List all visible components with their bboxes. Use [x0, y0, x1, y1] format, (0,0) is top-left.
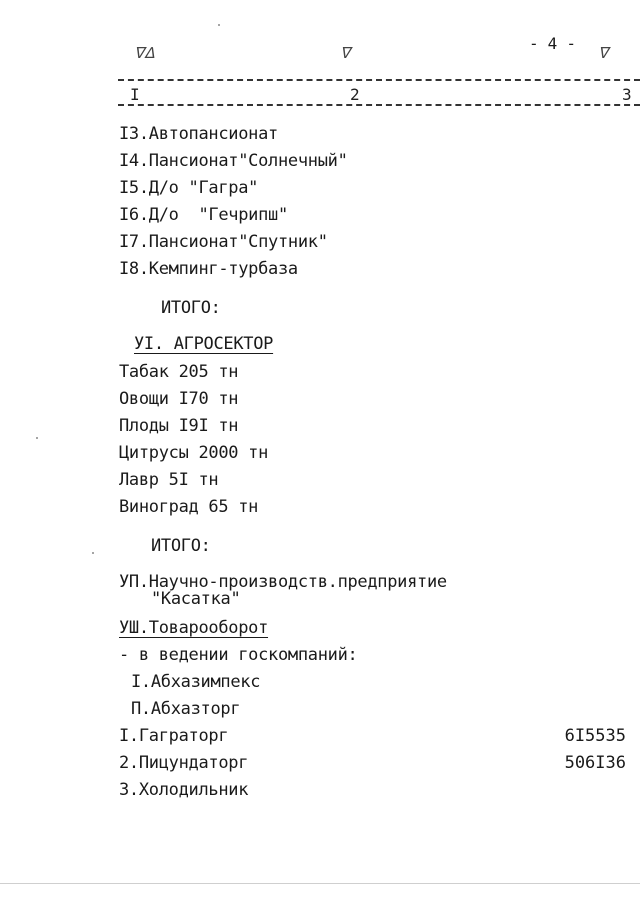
header-mark-2: ᐁ — [340, 44, 351, 62]
header-rule-top — [118, 79, 640, 81]
list-item: I5.Д/о "Гагра" — [119, 178, 259, 198]
table-row-value: 6I5535 — [564, 726, 626, 746]
section-heading-agro: УI. АГРОСЕКТОР — [134, 334, 274, 354]
section-heading-enterprise-name: "Касатка" — [151, 589, 241, 609]
list-item: Цитрусы 2000 тн — [119, 443, 269, 463]
list-item: I6.Д/о "Гечрипш" — [119, 205, 288, 225]
header-mark-1: ᐁᐃ — [134, 44, 155, 62]
table-row-label: 2.Пицундаторг — [119, 753, 249, 773]
list-item: I4.Пансионат"Солнечный" — [119, 151, 348, 171]
list-item: Лавр 5I тн — [119, 470, 219, 490]
section-heading-enterprise: УП.Научно-производств.предприятие — [119, 572, 447, 592]
list-item: I3.Автопансионат — [119, 124, 278, 144]
section-heading-trade: УШ.Товарооборот — [119, 618, 269, 638]
paper-speck — [36, 437, 38, 439]
total-label: ИТОГО: — [161, 298, 221, 318]
list-item: I7.Пансионат"Спутник" — [119, 232, 328, 252]
table-row-label: I.Гаграторг — [119, 726, 229, 746]
paper-speck — [218, 24, 220, 26]
list-item: Плоды I9I тн — [119, 416, 239, 436]
list-item: I8.Кемпинг-турбаза — [119, 259, 298, 279]
column-number-1: I — [130, 85, 140, 104]
page-bottom-edge — [0, 883, 640, 884]
total-label: ИТОГО: — [151, 536, 211, 556]
list-item: Овощи I70 тн — [119, 389, 239, 409]
column-number-3: 3 — [622, 85, 632, 104]
list-item: Виноград 65 тн — [119, 497, 259, 517]
sub-item: П.Абхазторг — [131, 699, 241, 719]
sub-item: I.Абхазимпекс — [131, 672, 261, 692]
table-row-label: 3.Холодильник — [119, 780, 249, 800]
header-rule-bottom — [118, 104, 640, 106]
subheading: - в ведении госкомпаний: — [119, 645, 358, 665]
table-row-value: 506I36 — [564, 753, 626, 773]
paper-speck — [92, 552, 94, 554]
header-mark-3: ᐁ — [598, 44, 609, 62]
page-number: - 4 - — [529, 34, 576, 53]
list-item: Табак 205 тн — [119, 362, 239, 382]
column-number-2: 2 — [350, 85, 360, 104]
